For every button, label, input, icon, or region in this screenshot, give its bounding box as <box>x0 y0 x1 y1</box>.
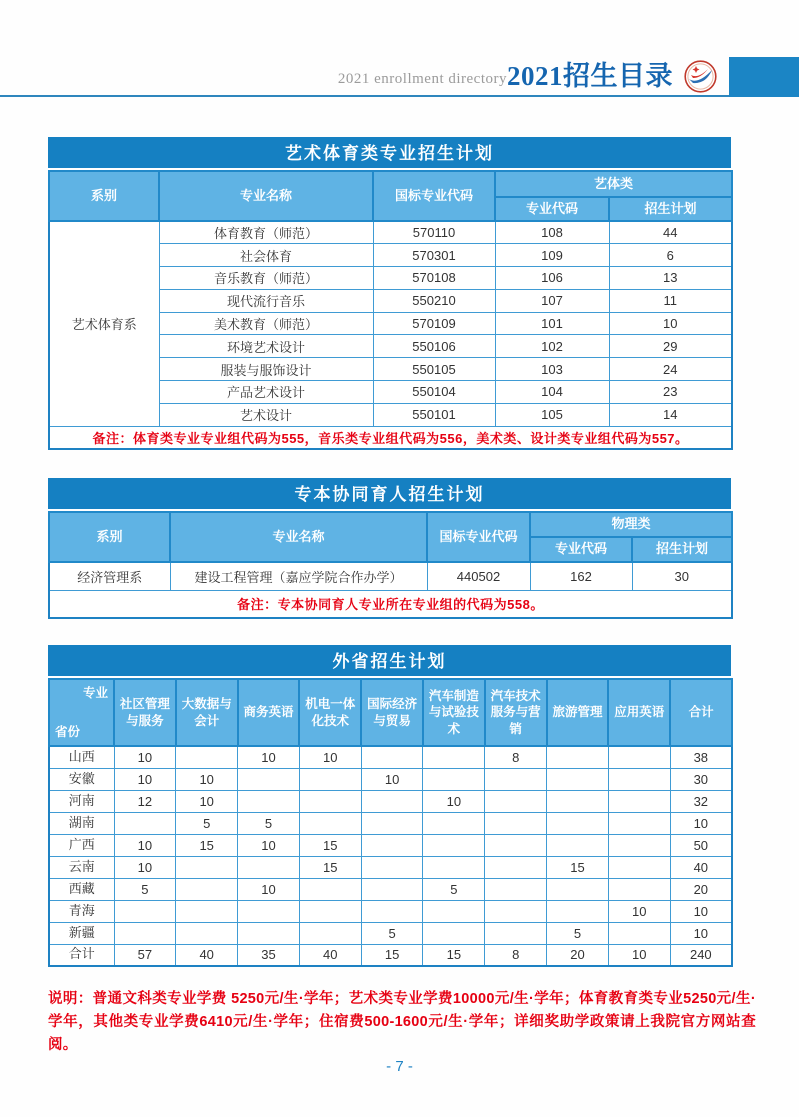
value-cell <box>608 834 670 856</box>
major-cell: 体育教育（师范） <box>159 221 373 244</box>
header-title-cn: 2021招生目录 <box>507 61 673 91</box>
col-header-major-code: 专业代码 <box>530 537 632 562</box>
major-code-cell: 108 <box>495 221 609 244</box>
header-subtitle-en: 2021 enrollment directory <box>337 71 507 87</box>
value-cell: 10 <box>299 746 361 768</box>
col-header: 应用英语 <box>608 679 670 746</box>
value-cell <box>114 900 176 922</box>
total-cell: 10 <box>670 922 732 944</box>
col-header-plan: 招生计划 <box>609 197 732 221</box>
major-code-cell: 102 <box>495 335 609 358</box>
plan-cell: 14 <box>609 403 732 426</box>
plan-cell: 23 <box>609 381 732 404</box>
col-header: 汽车技术服务与营销 <box>485 679 547 746</box>
value-cell <box>361 812 423 834</box>
value-cell: 10 <box>176 790 238 812</box>
value-cell <box>547 834 609 856</box>
major-code-cell: 109 <box>495 244 609 267</box>
value-cell: 10 <box>114 768 176 790</box>
value-cell <box>361 834 423 856</box>
value-cell <box>547 812 609 834</box>
table-row <box>49 562 732 590</box>
col-header: 大数据与会计 <box>176 679 238 746</box>
value-cell: 15 <box>547 856 609 878</box>
value-cell <box>423 746 485 768</box>
code-cell: 550101 <box>373 403 495 426</box>
value-cell: 10 <box>238 746 300 768</box>
plan-cell: 29 <box>609 335 732 358</box>
value-cell: 5 <box>238 812 300 834</box>
value-cell <box>423 900 485 922</box>
value-cell <box>238 790 300 812</box>
value-cell <box>423 768 485 790</box>
value-cell: 5 <box>423 878 485 900</box>
value-cell <box>361 878 423 900</box>
note-row <box>49 426 732 449</box>
value-cell <box>608 812 670 834</box>
page-number: - 7 - <box>386 1058 413 1075</box>
total-cell: 38 <box>670 746 732 768</box>
corner-header-cell <box>49 679 114 746</box>
value-cell <box>299 922 361 944</box>
art-sports-enrollment-section <box>48 137 731 450</box>
value-cell: 5 <box>176 812 238 834</box>
major-code-cell: 103 <box>495 358 609 381</box>
province-cell: 湖南 <box>49 812 114 834</box>
major-cell: 音乐教育（师范） <box>159 267 373 290</box>
plan-cell: 13 <box>609 267 732 290</box>
total-cell: 32 <box>670 790 732 812</box>
value-cell <box>485 834 547 856</box>
code-cell: 570109 <box>373 312 495 335</box>
major-cell: 环境艺术设计 <box>159 335 373 358</box>
province-cell: 安徽 <box>49 768 114 790</box>
province-cell: 云南 <box>49 856 114 878</box>
table-note: 备注：体育类专业专业组代码为555，音乐类专业组代码为556，美术类、设计类专业组代码为557。 <box>49 426 732 449</box>
col-header-major: 专业名称 <box>170 512 427 562</box>
province-row <box>49 746 732 768</box>
value-cell <box>176 856 238 878</box>
value-cell <box>176 900 238 922</box>
province-row <box>49 922 732 944</box>
code-cell: 550105 <box>373 358 495 381</box>
col-header-dept: 系别 <box>49 512 170 562</box>
out-of-province-section <box>48 645 731 967</box>
value-cell <box>361 856 423 878</box>
col-header-group: 物理类 <box>530 512 732 537</box>
col-header-plan: 招生计划 <box>632 537 732 562</box>
value-cell <box>238 768 300 790</box>
value-cell <box>547 768 609 790</box>
note-row <box>49 590 732 618</box>
value-cell <box>423 922 485 944</box>
col-header: 商务英语 <box>238 679 300 746</box>
value-cell <box>608 922 670 944</box>
page-header <box>0 0 799 97</box>
major-cell: 服装与服饰设计 <box>159 358 373 381</box>
total-cell: 20 <box>670 878 732 900</box>
value-cell: 10 <box>238 878 300 900</box>
code-cell: 550210 <box>373 289 495 312</box>
value-cell: 40 <box>299 944 361 966</box>
value-cell <box>238 900 300 922</box>
value-cell <box>176 878 238 900</box>
value-cell <box>485 878 547 900</box>
value-cell <box>114 812 176 834</box>
value-cell <box>299 768 361 790</box>
col-header-total: 合计 <box>670 679 732 746</box>
total-cell: 10 <box>670 900 732 922</box>
total-cell: 10 <box>670 812 732 834</box>
value-cell <box>238 922 300 944</box>
col-header-major-code: 专业代码 <box>495 197 609 221</box>
value-cell: 40 <box>176 944 238 966</box>
value-cell <box>608 790 670 812</box>
value-cell: 10 <box>176 768 238 790</box>
total-cell: 50 <box>670 834 732 856</box>
major-cell: 美术教育（师范） <box>159 312 373 335</box>
province-row <box>49 790 732 812</box>
value-cell: 5 <box>114 878 176 900</box>
value-cell: 10 <box>238 834 300 856</box>
col-header-major: 专业名称 <box>159 171 373 221</box>
value-cell: 10 <box>114 856 176 878</box>
art-sports-table-title: 艺术体育类专业招生计划 <box>48 137 731 170</box>
value-cell: 15 <box>299 834 361 856</box>
code-cell: 570110 <box>373 221 495 244</box>
col-header: 旅游管理 <box>547 679 609 746</box>
plan-cell: 6 <box>609 244 732 267</box>
province-cell: 广西 <box>49 834 114 856</box>
province-row <box>49 900 732 922</box>
value-cell <box>299 812 361 834</box>
table-row <box>49 221 732 244</box>
province-cell: 西藏 <box>49 878 114 900</box>
major-cell: 产品艺术设计 <box>159 381 373 404</box>
value-cell <box>361 790 423 812</box>
province-cell: 山西 <box>49 746 114 768</box>
value-cell <box>485 812 547 834</box>
value-cell: 10 <box>361 768 423 790</box>
school-emblem-icon <box>684 60 717 93</box>
value-cell <box>299 790 361 812</box>
dept-cell: 经济管理系 <box>49 562 170 590</box>
value-cell <box>299 900 361 922</box>
value-cell <box>485 790 547 812</box>
value-cell <box>485 922 547 944</box>
major-code-cell: 107 <box>495 289 609 312</box>
value-cell: 15 <box>176 834 238 856</box>
value-cell: 10 <box>423 790 485 812</box>
total-cell: 40 <box>670 856 732 878</box>
total-label-cell: 合计 <box>49 944 114 966</box>
plan-cell: 11 <box>609 289 732 312</box>
total-cell: 240 <box>670 944 732 966</box>
value-cell <box>608 856 670 878</box>
code-cell: 550104 <box>373 381 495 404</box>
joint-training-section <box>48 478 731 619</box>
corner-label-major: 专业 <box>82 686 108 700</box>
col-header: 国际经济与贸易 <box>361 679 423 746</box>
plan-cell: 24 <box>609 358 732 381</box>
value-cell: 12 <box>114 790 176 812</box>
plan-cell: 30 <box>632 562 732 590</box>
value-cell: 5 <box>547 922 609 944</box>
province-cell: 新疆 <box>49 922 114 944</box>
code-cell: 550106 <box>373 335 495 358</box>
major-code-cell: 106 <box>495 267 609 290</box>
value-cell <box>176 746 238 768</box>
value-cell: 15 <box>299 856 361 878</box>
col-header: 汽车制造与试验技术 <box>423 679 485 746</box>
value-cell: 5 <box>361 922 423 944</box>
table-note: 备注：专本协同育人专业所在专业组的代码为558。 <box>49 590 732 618</box>
total-row <box>49 944 732 966</box>
value-cell: 57 <box>114 944 176 966</box>
value-cell: 8 <box>485 746 547 768</box>
value-cell <box>114 922 176 944</box>
value-cell <box>547 746 609 768</box>
code-cell: 570301 <box>373 244 495 267</box>
province-cell: 河南 <box>49 790 114 812</box>
province-row <box>49 812 732 834</box>
value-cell <box>423 834 485 856</box>
value-cell <box>299 878 361 900</box>
out-of-province-table-title: 外省招生计划 <box>48 645 731 678</box>
major-code-cell: 104 <box>495 381 609 404</box>
value-cell <box>547 878 609 900</box>
joint-training-table-title: 专本协同育人招生计划 <box>48 478 731 511</box>
value-cell <box>423 812 485 834</box>
value-cell <box>485 900 547 922</box>
major-cell: 建设工程管理（嘉应学院合作办学） <box>170 562 427 590</box>
dept-cell: 艺术体育系 <box>49 221 159 426</box>
value-cell: 10 <box>608 900 670 922</box>
major-cell: 现代流行音乐 <box>159 289 373 312</box>
value-cell <box>361 746 423 768</box>
value-cell: 35 <box>238 944 300 966</box>
major-code-cell: 105 <box>495 403 609 426</box>
corner-label-province: 省份 <box>55 724 81 739</box>
province-cell: 青海 <box>49 900 114 922</box>
major-cell: 艺术设计 <box>159 403 373 426</box>
art-sports-table <box>48 170 733 450</box>
code-cell: 440502 <box>427 562 530 590</box>
value-cell: 20 <box>547 944 609 966</box>
plan-cell: 44 <box>609 221 732 244</box>
province-row <box>49 768 732 790</box>
col-header: 社区管理与服务 <box>114 679 176 746</box>
value-cell <box>547 900 609 922</box>
province-row <box>49 856 732 878</box>
col-header-dept: 系别 <box>49 171 159 221</box>
code-cell: 570108 <box>373 267 495 290</box>
col-header-group: 艺体类 <box>495 171 732 197</box>
value-cell <box>608 746 670 768</box>
value-cell <box>238 856 300 878</box>
value-cell: 10 <box>114 746 176 768</box>
value-cell: 10 <box>608 944 670 966</box>
value-cell <box>485 768 547 790</box>
value-cell <box>361 900 423 922</box>
header-corner-block <box>729 57 799 97</box>
plan-cell: 10 <box>609 312 732 335</box>
col-header-code: 国标专业代码 <box>427 512 530 562</box>
col-header: 机电一体化技术 <box>299 679 361 746</box>
province-row <box>49 834 732 856</box>
value-cell <box>423 856 485 878</box>
value-cell: 8 <box>485 944 547 966</box>
major-cell: 社会体育 <box>159 244 373 267</box>
value-cell <box>485 856 547 878</box>
out-of-province-table <box>48 678 733 967</box>
tuition-notes: 说明：普通文科类专业学费 5250元/生·学年；艺术类专业学费10000元/生·学年；体育教育类专业5250元/生·学年，其他类专业学费6410元/生·学年；住宿费500-1600元/生·学年；详细奖助学政策请上我院官方网站查阅。 <box>48 991 756 1053</box>
major-code-cell: 162 <box>530 562 632 590</box>
province-row <box>49 878 732 900</box>
total-cell: 30 <box>670 768 732 790</box>
col-header-code: 国标专业代码 <box>373 171 495 221</box>
joint-training-table <box>48 511 733 619</box>
value-cell <box>547 790 609 812</box>
value-cell <box>608 768 670 790</box>
value-cell: 10 <box>114 834 176 856</box>
value-cell <box>608 878 670 900</box>
major-code-cell: 101 <box>495 312 609 335</box>
value-cell: 15 <box>423 944 485 966</box>
value-cell <box>176 922 238 944</box>
value-cell: 15 <box>361 944 423 966</box>
